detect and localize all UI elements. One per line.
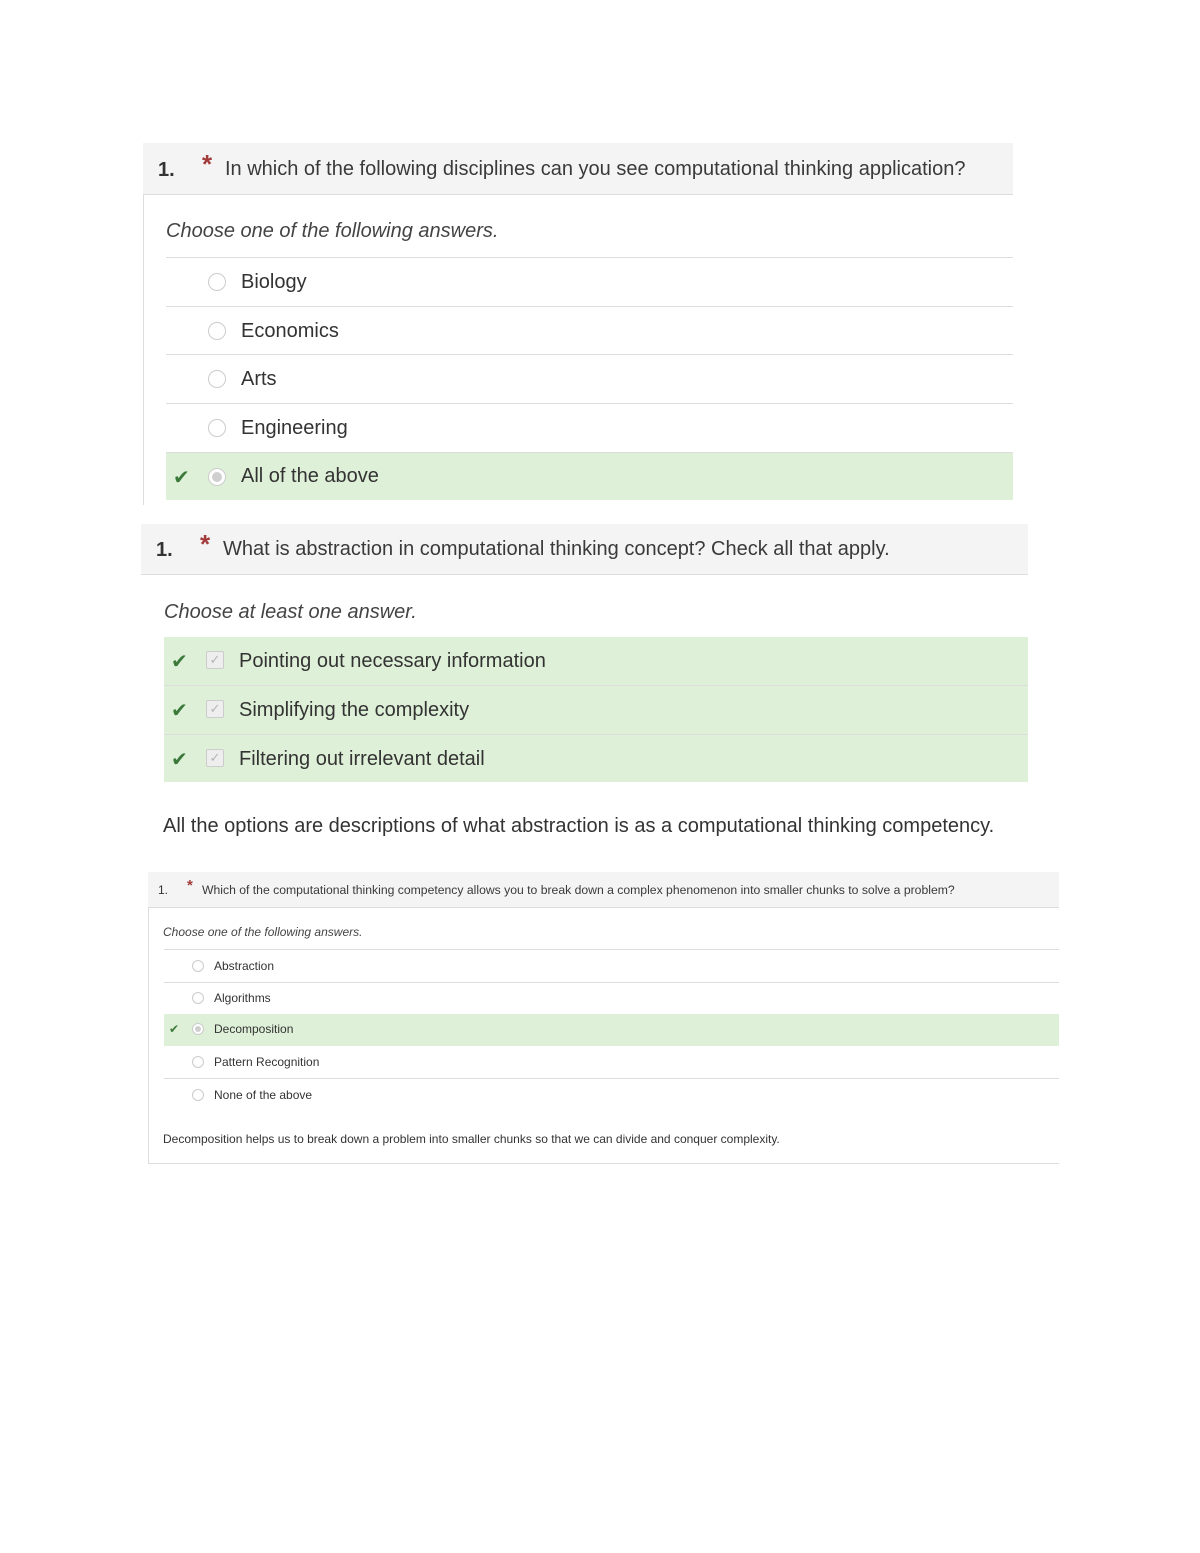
question-1-left-border: [143, 143, 144, 505]
option-label: Pointing out necessary information: [239, 650, 546, 672]
checkbox-checked[interactable]: ✓: [206, 651, 224, 669]
option-label: Engineering: [241, 417, 348, 439]
answer-option-correct[interactable]: [164, 685, 1028, 734]
question-text: In which of the following disciplines can you see computational thinking application?: [225, 158, 966, 180]
correct-check-icon: ✔: [171, 651, 188, 673]
answer-option-correct[interactable]: [166, 452, 1013, 500]
radio-button-selected[interactable]: [192, 1023, 204, 1035]
radio-button[interactable]: [208, 419, 226, 437]
checkbox-checked[interactable]: ✓: [206, 749, 224, 767]
required-star-icon: *: [200, 529, 211, 559]
question-number: 1.: [158, 883, 169, 897]
required-star-icon: *: [187, 877, 193, 894]
question-3-header: [148, 872, 1059, 908]
question-3-bottom-border: [148, 1163, 1059, 1164]
correct-check-icon: ✔: [171, 749, 188, 771]
radio-button[interactable]: [192, 1089, 204, 1101]
correct-check-icon: ✔: [171, 700, 188, 722]
question-2-header: [141, 524, 1028, 575]
radio-button[interactable]: [208, 273, 226, 291]
question-number: 1.: [156, 539, 173, 561]
required-star-icon: *: [202, 149, 213, 179]
question-1-header: [143, 143, 1013, 195]
answer-option[interactable]: [164, 949, 1059, 982]
checkbox-checked[interactable]: ✓: [206, 700, 224, 718]
option-label: Abstraction: [214, 959, 275, 973]
option-label: All of the above: [241, 465, 379, 487]
option-label: Decomposition: [214, 1022, 294, 1036]
question-text: Which of the computational thinking competency allows you to break down a complex phenomenon into smaller chunks to solve a problem?: [202, 883, 955, 897]
radio-button-selected[interactable]: [208, 468, 226, 486]
option-label: Pattern Recognition: [214, 1055, 320, 1069]
correct-check-icon: ✔: [173, 467, 190, 489]
question-number: 1.: [158, 159, 175, 181]
answer-option[interactable]: [166, 354, 1013, 403]
question-1: [143, 143, 1013, 505]
answer-option[interactable]: [166, 403, 1013, 452]
radio-button[interactable]: [208, 370, 226, 388]
question-3-left-border: [148, 872, 149, 1164]
option-label: Simplifying the complexity: [239, 699, 470, 721]
radio-button[interactable]: [208, 322, 226, 340]
option-label: Filtering out irrelevant detail: [239, 748, 485, 770]
correct-check-icon: ✔: [169, 1022, 180, 1036]
question-text: What is abstraction in computational thinking concept? Check all that apply.: [223, 538, 890, 560]
answer-option[interactable]: [164, 1078, 1059, 1111]
answer-instruction: Choose one of the following answers.: [166, 220, 499, 242]
question-2: [141, 524, 1028, 844]
answer-instruction: Choose one of the following answers.: [163, 925, 363, 939]
answer-option-correct[interactable]: [164, 1014, 1059, 1046]
answer-instruction: Choose at least one answer.: [164, 601, 417, 623]
answer-option-correct[interactable]: [164, 637, 1028, 685]
radio-button[interactable]: [192, 992, 204, 1004]
option-label: Economics: [241, 320, 339, 342]
answer-option[interactable]: [164, 982, 1059, 1014]
answer-option-correct[interactable]: [164, 734, 1028, 782]
question-3: [148, 872, 1059, 1166]
answer-option[interactable]: [164, 1046, 1059, 1078]
option-label: Algorithms: [214, 991, 271, 1005]
answer-explanation: Decomposition helps us to break down a problem into smaller chunks so that we can divide and conquer complexity.: [163, 1132, 780, 1146]
option-label: Arts: [241, 368, 277, 390]
answer-option[interactable]: [166, 306, 1013, 354]
radio-button[interactable]: [192, 960, 204, 972]
answer-option[interactable]: [166, 257, 1013, 306]
answer-explanation: All the options are descriptions of what abstraction is as a computational thinking competency.: [163, 815, 995, 837]
option-label: None of the above: [214, 1088, 313, 1102]
radio-button[interactable]: [192, 1056, 204, 1068]
option-label: Biology: [241, 271, 307, 293]
